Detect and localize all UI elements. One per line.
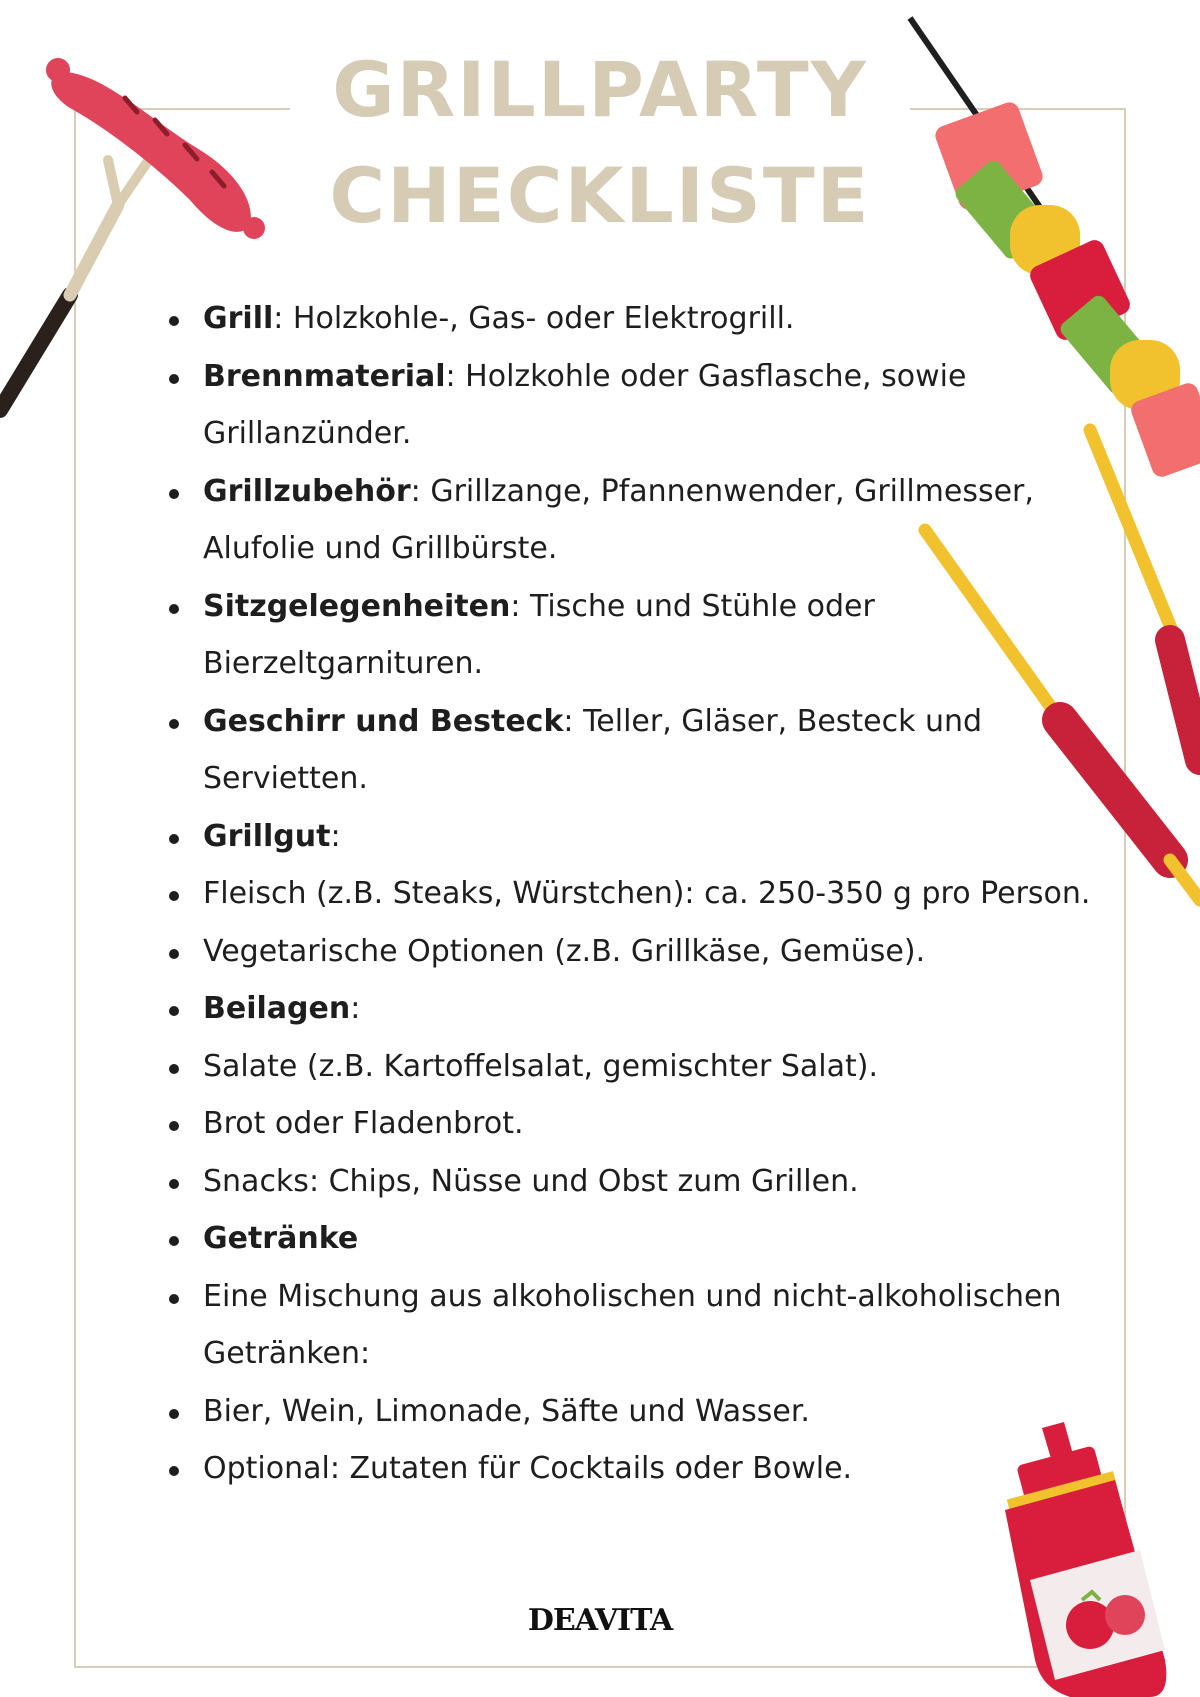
fork-prongs	[108, 158, 150, 205]
checklist-item	[165, 1268, 1105, 1383]
checklist-item	[165, 980, 1105, 1038]
item-label: Brennmaterial	[203, 358, 446, 394]
checklist-item	[165, 1210, 1105, 1268]
checklist-item	[165, 693, 1105, 808]
item-label: Getränke	[203, 1221, 359, 1256]
checklist-item	[165, 1038, 1105, 1096]
page-title-line-2: CHECKLISTE	[329, 151, 871, 240]
item-text: Optional: Zutaten für Cocktails oder Bowle.	[203, 1451, 853, 1486]
item-text: Snacks: Chips, Nüsse und Obst zum Grillen.	[203, 1163, 859, 1199]
item-text: : Holzkohle oder Gasflasche, sowie Grillanzünder.	[203, 358, 967, 451]
item-label: Beilagen	[203, 991, 351, 1026]
checklist-item	[165, 865, 1105, 923]
item-label: Grill	[203, 301, 274, 336]
checklist-item	[165, 1440, 1105, 1498]
item-text: Fleisch (z.B. Steaks, Würstchen): ca. 250-350 g pro Person.	[203, 876, 1091, 911]
item-text: : Holzkohle-, Gas- oder Elektrogrill.	[273, 301, 795, 336]
checklist-item	[165, 463, 1105, 578]
checklist-item	[165, 923, 1105, 981]
checklist-item	[165, 578, 1105, 693]
sausage	[51, 72, 251, 232]
item-text: Bier, Wein, Limonade, Säfte und Wasser.	[203, 1393, 810, 1429]
fork-shaft	[70, 205, 118, 295]
item-label: Geschirr und Besteck	[203, 703, 564, 739]
checklist-item	[165, 808, 1105, 866]
item-text: Vegetarische Optionen (z.B. Grillkäse, Gemüse).	[203, 933, 926, 969]
item-text: Salate (z.B. Kartoffelsalat, gemischter Salat).	[203, 1048, 878, 1084]
checklist	[165, 290, 1105, 1498]
item-label: Grillzubehör	[203, 473, 411, 509]
item-text: : Grillzange, Pfannenwender, Grillmesser, Alufolie und Grillbürste.	[203, 473, 1034, 566]
checklist-item	[165, 1153, 1105, 1211]
item-text: : Tische und Stühle oder Bierzeltgarnituren.	[203, 588, 875, 681]
item-label: Grillgut	[203, 818, 331, 854]
item-text: Eine Mischung aus alkoholischen und nicht-alkoholischen Getränken:	[203, 1278, 1062, 1371]
checklist-item	[165, 348, 1105, 463]
item-text: : Teller, Gläser, Besteck und Servietten.	[203, 703, 983, 796]
item-text: :	[350, 991, 361, 1026]
item-text: Brot oder Fladenbrot.	[203, 1106, 524, 1141]
fork-handle	[0, 295, 70, 410]
item-text: :	[330, 818, 341, 854]
page-title-line-1: GRILLPARTY	[332, 45, 868, 134]
checklist-item	[165, 1383, 1105, 1441]
checklist-item	[165, 1095, 1105, 1153]
checklist-item	[165, 290, 1105, 348]
item-label: Sitzgelegenheiten	[203, 588, 511, 624]
brand-logo: DEAVITA	[527, 1603, 673, 1638]
